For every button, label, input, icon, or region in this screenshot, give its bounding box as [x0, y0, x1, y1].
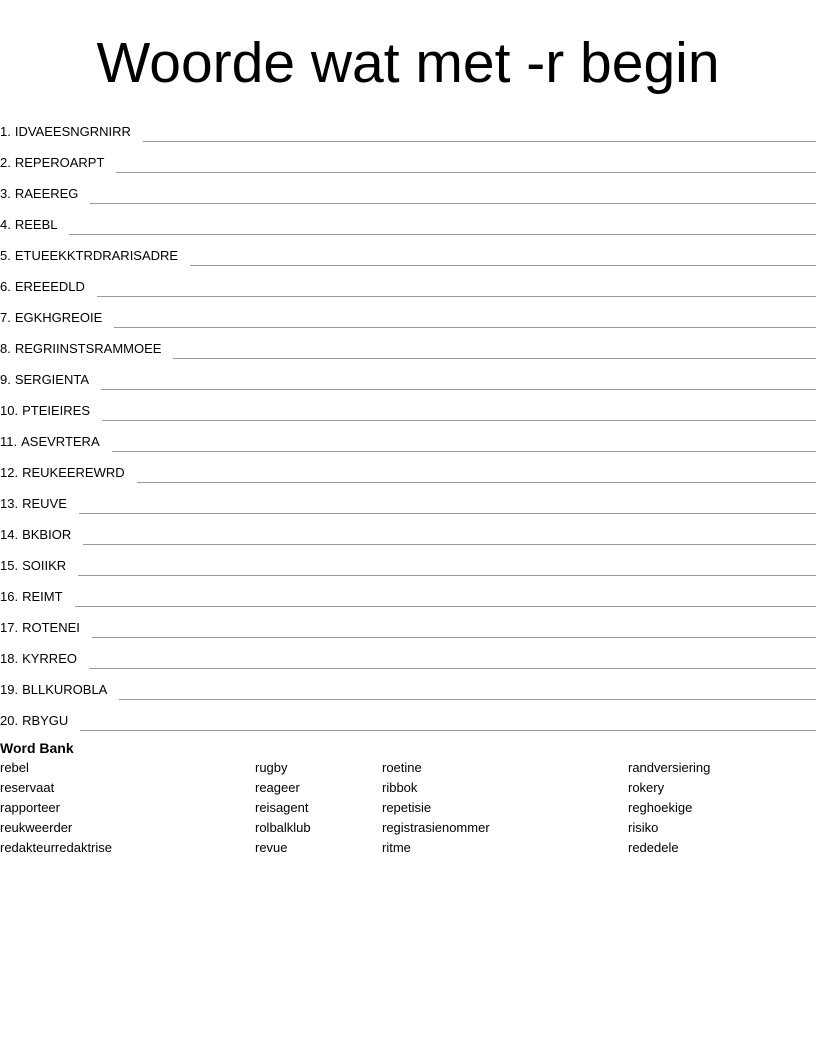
scrambled-word: REUKEEREWRD — [22, 465, 125, 480]
puzzle-row — [0, 576, 816, 607]
word-bank-word: ribbok — [382, 780, 418, 795]
answer-line[interactable] — [97, 295, 816, 297]
word-bank-word: redakteurredaktrise — [0, 840, 112, 855]
puzzle-text — [0, 372, 89, 390]
answer-line[interactable] — [90, 202, 816, 204]
answer-line[interactable] — [173, 357, 816, 359]
puzzle-number: 8. — [0, 341, 11, 356]
answer-line[interactable] — [137, 481, 816, 483]
puzzle-row — [0, 111, 816, 142]
puzzle-row — [0, 235, 816, 266]
puzzle-number: 20. — [0, 713, 19, 728]
page-title: Woorde wat met -r begin — [96, 31, 720, 95]
word-bank-column — [0, 758, 112, 858]
scrambled-word: REGRIINSTSRAMMOEE — [14, 341, 162, 356]
word-bank-word: rebel — [0, 760, 29, 775]
puzzle-text — [0, 620, 80, 638]
puzzle-text — [0, 155, 104, 173]
answer-line[interactable] — [112, 450, 816, 452]
word-bank-word: roetine — [382, 760, 422, 775]
puzzle-text — [0, 496, 67, 514]
answer-line[interactable] — [69, 233, 816, 235]
word-bank-word: revue — [255, 840, 288, 855]
puzzle-text — [0, 651, 77, 669]
word-bank — [0, 739, 816, 858]
answer-line[interactable] — [102, 419, 816, 421]
answer-line[interactable] — [101, 388, 816, 390]
puzzle-number: 12. — [0, 465, 19, 480]
answer-line[interactable] — [89, 667, 816, 669]
word-bank-word: rolbalklub — [255, 820, 311, 835]
puzzle-number: 6. — [0, 279, 11, 294]
puzzle-text — [0, 558, 66, 576]
puzzle-number: 11. — [0, 434, 18, 449]
scrambled-word: ETUEEKKTRDRARISADRE — [14, 248, 179, 263]
word-bank-word: reukweerder — [0, 820, 73, 835]
word-bank-word: rapporteer — [0, 800, 60, 815]
word-bank-word: randversiering — [628, 760, 711, 775]
puzzle-row — [0, 173, 816, 204]
puzzle-list — [0, 111, 816, 731]
puzzle-number: 19. — [0, 682, 19, 697]
scrambled-word: REEBL — [14, 217, 58, 232]
puzzle-row — [0, 297, 816, 328]
puzzle-number: 13. — [0, 496, 19, 511]
word-bank-word: rugby — [255, 760, 288, 775]
scrambled-word: IDVAEESNGRNIRR — [14, 124, 131, 139]
scrambled-word: REPEROARPT — [14, 155, 105, 170]
puzzle-number: 7. — [0, 310, 11, 325]
word-bank-word: rededele — [628, 840, 679, 855]
scrambled-word: KYRREO — [22, 651, 77, 666]
scrambled-word: RAEEREG — [14, 186, 79, 201]
puzzle-row — [0, 514, 816, 545]
puzzle-number: 10. — [0, 403, 19, 418]
puzzle-row — [0, 328, 816, 359]
word-bank-word: rokery — [628, 780, 665, 795]
puzzle-text — [0, 124, 131, 142]
puzzle-number: 16. — [0, 589, 19, 604]
puzzle-row — [0, 638, 816, 669]
puzzle-text — [0, 248, 178, 266]
puzzle-text — [0, 713, 68, 731]
scrambled-word: SERGIENTA — [14, 372, 90, 387]
puzzle-number: 5. — [0, 248, 11, 263]
puzzle-text — [0, 403, 90, 421]
puzzle-number: 1. — [0, 124, 11, 139]
answer-line[interactable] — [119, 698, 816, 700]
answer-line[interactable] — [143, 140, 816, 142]
puzzle-text — [0, 434, 100, 452]
answer-line[interactable] — [79, 512, 816, 514]
scrambled-word: ROTENEI — [22, 620, 80, 635]
puzzle-text — [0, 527, 71, 545]
word-bank-word: repetisie — [382, 800, 432, 815]
puzzle-number: 17. — [0, 620, 19, 635]
puzzle-row — [0, 452, 816, 483]
puzzle-text — [0, 465, 125, 483]
puzzle-row — [0, 669, 816, 700]
puzzle-row — [0, 421, 816, 452]
word-bank-word: reghoekige — [628, 800, 693, 815]
puzzle-text — [0, 217, 57, 235]
scrambled-word: REUVE — [22, 496, 67, 511]
answer-line[interactable] — [114, 326, 816, 328]
answer-line[interactable] — [78, 574, 816, 576]
puzzle-number: 14. — [0, 527, 19, 542]
answer-line[interactable] — [190, 264, 816, 266]
puzzle-row — [0, 390, 816, 421]
word-bank-word: ritme — [382, 840, 411, 855]
word-bank-grid — [0, 758, 816, 858]
puzzle-number: 4. — [0, 217, 11, 232]
puzzle-row — [0, 266, 816, 297]
puzzle-text — [0, 279, 85, 297]
puzzle-number: 9. — [0, 372, 11, 387]
scrambled-word: EGKHGREOIE — [14, 310, 103, 325]
scrambled-word: BLLKUROBLA — [22, 682, 108, 697]
puzzle-row — [0, 204, 816, 235]
answer-line[interactable] — [83, 543, 816, 545]
word-bank-column — [628, 758, 710, 858]
scrambled-word: REIMT — [22, 589, 63, 604]
word-bank-word: registrasienommer — [382, 820, 490, 835]
word-bank-title: Word Bank — [0, 740, 74, 756]
puzzle-number: 15. — [0, 558, 19, 573]
word-bank-word: reisagent — [255, 800, 309, 815]
scrambled-word: EREEEDLD — [14, 279, 85, 294]
puzzle-text — [0, 341, 161, 359]
word-bank-column — [382, 758, 490, 858]
puzzle-row — [0, 700, 816, 731]
scrambled-word: RBYGU — [22, 713, 69, 728]
puzzle-row — [0, 545, 816, 576]
answer-line[interactable] — [75, 605, 816, 607]
puzzle-number: 18. — [0, 651, 19, 666]
word-bank-column — [255, 758, 311, 858]
puzzle-text — [0, 186, 78, 204]
word-bank-word: risiko — [628, 820, 659, 835]
puzzle-text — [0, 682, 107, 700]
puzzle-number: 3. — [0, 186, 11, 201]
puzzle-row — [0, 607, 816, 638]
puzzle-text — [0, 310, 102, 328]
puzzle-text — [0, 589, 63, 607]
puzzle-row — [0, 359, 816, 390]
answer-line[interactable] — [116, 171, 816, 173]
scrambled-word: BKBIOR — [22, 527, 72, 542]
scrambled-word: PTEIEIRES — [22, 403, 90, 418]
puzzle-number: 2. — [0, 155, 11, 170]
scrambled-word: ASEVRTERA — [21, 434, 100, 449]
word-bank-word: reservaat — [0, 780, 55, 795]
puzzle-row — [0, 142, 816, 173]
puzzle-row — [0, 483, 816, 514]
word-bank-word: reageer — [255, 780, 300, 795]
answer-line[interactable] — [92, 636, 816, 638]
scrambled-word: SOIIKR — [22, 558, 67, 573]
answer-line[interactable] — [80, 729, 816, 731]
